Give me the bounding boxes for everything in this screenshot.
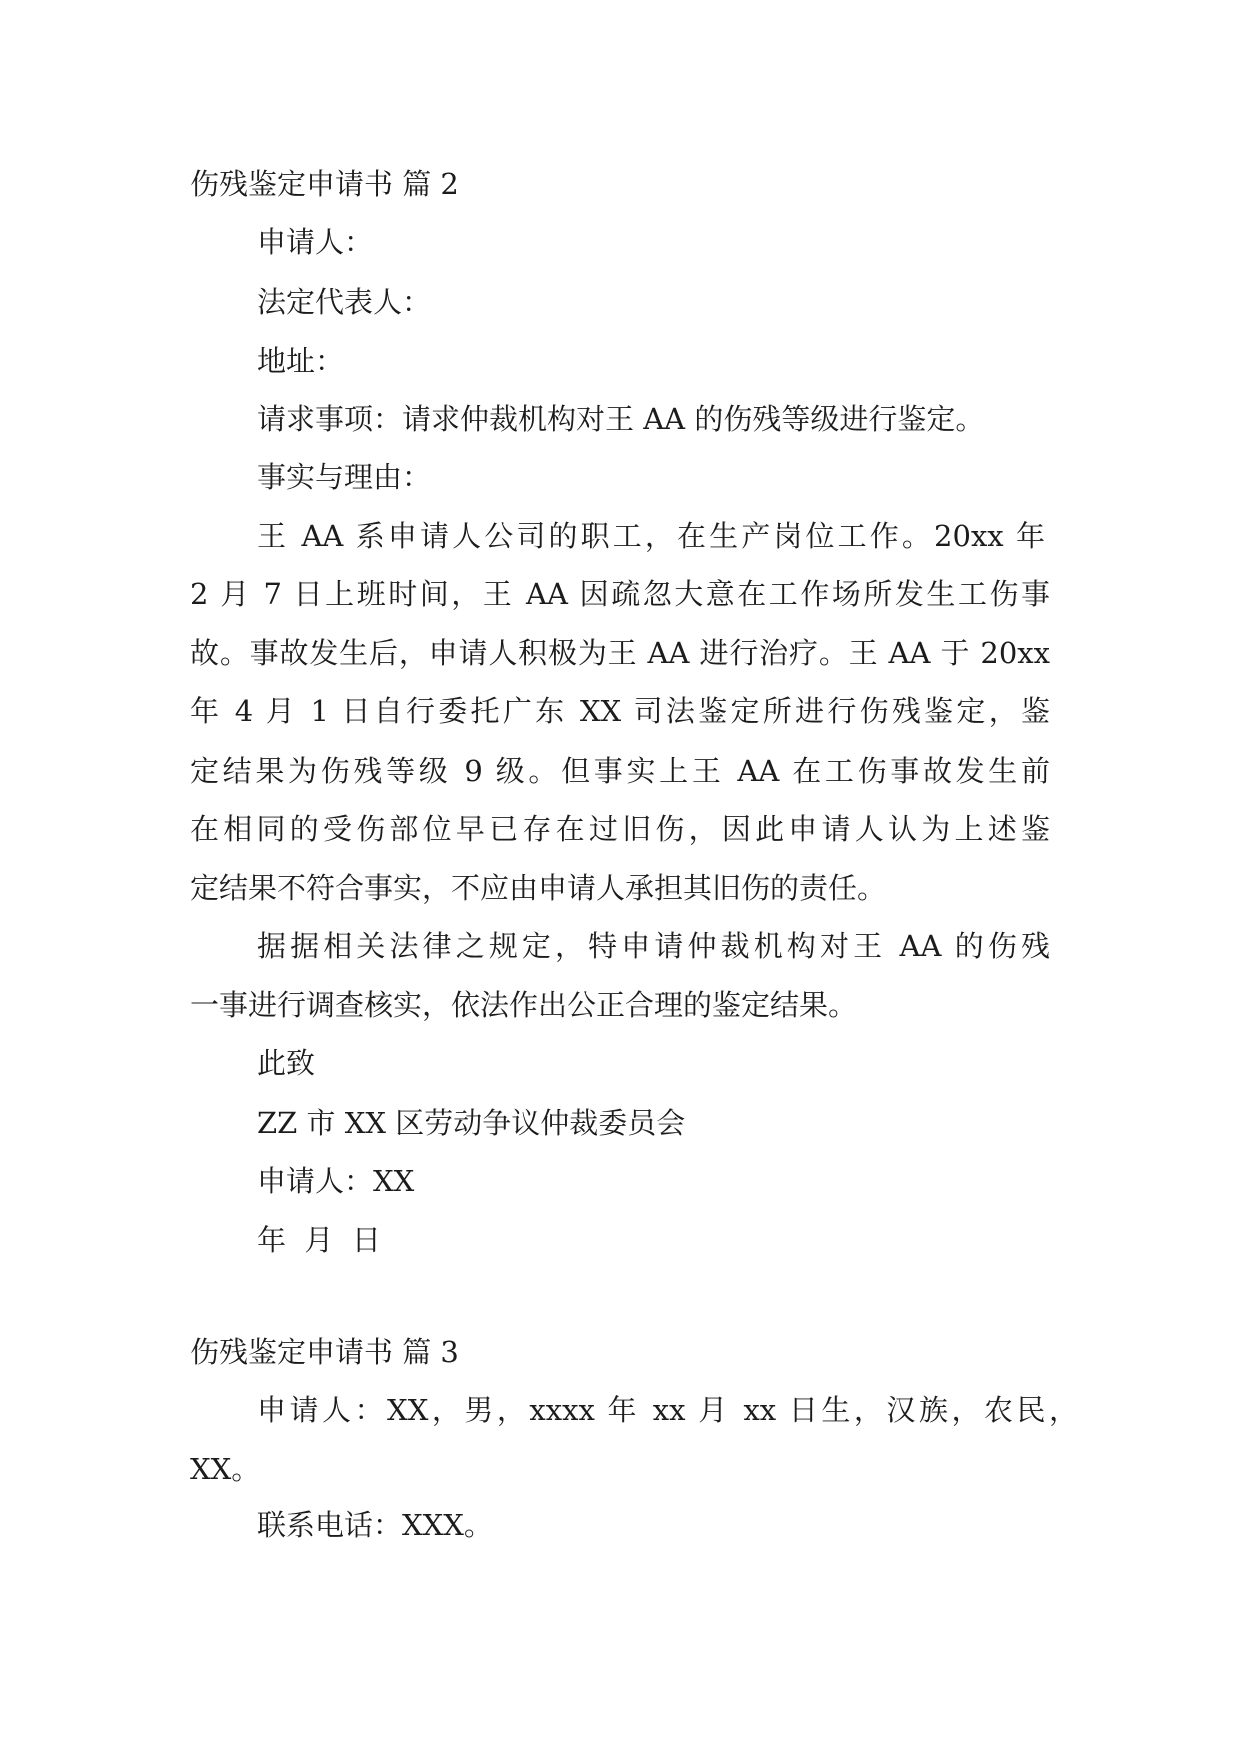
applicant-info-line: XX。 (190, 1452, 261, 1486)
applicant-info-line: 申请人：XX，男，xxxx 年 xx 月 xx 日生，汉族，农民， (257, 1393, 1078, 1427)
facts-line: 定结果为伤残等级 9 级。但事实上王 AA 在工伤事故发生前 (190, 754, 1050, 788)
signature-line: 申请人：XX (257, 1164, 415, 1198)
facts-line: 故。事故发生后，申请人积极为王 AA 进行治疗。王 AA 于 20xx (190, 636, 1050, 670)
salutation: 此致 (257, 1046, 316, 1080)
facts-line: 年 4 月 1 日自行委托广东 XX 司法鉴定所进行伤残鉴定，鉴 (190, 694, 1050, 728)
section-3-title: 伤残鉴定申请书 篇 3 (190, 1335, 459, 1369)
facts-line: 定结果不符合事实，不应由申请人承担其旧伤的责任。 (190, 871, 887, 905)
facts-line: 王 AA 系申请人公司的职工，在生产岗位工作。20xx 年 (257, 519, 1045, 553)
phone-line: 联系电话：XXX。 (257, 1508, 493, 1542)
facts-heading: 事实与理由： (257, 460, 432, 494)
address-label: 地址： (257, 344, 345, 378)
request-line: 请求事项：请求仲裁机构对王 AA 的伤残等级进行鉴定。 (257, 402, 985, 436)
section-2-title: 伤残鉴定申请书 篇 2 (190, 167, 459, 201)
basis-line: 据据相关法律之规定，特申请仲裁机构对王 AA 的伤残 (257, 929, 1050, 963)
date-line: 年 月 日 (257, 1223, 381, 1257)
recipient: ZZ 市 XX 区劳动争议仲裁委员会 (257, 1106, 686, 1140)
legal-representative-label: 法定代表人： (257, 285, 432, 319)
applicant-label: 申请人： (257, 225, 374, 259)
facts-line: 在相同的受伤部位早已存在过旧伤，因此申请人认为上述鉴 (190, 812, 1050, 846)
basis-line: 一事进行调查核实，依法作出公正合理的鉴定结果。 (190, 988, 858, 1022)
facts-line: 2 月 7 日上班时间，王 AA 因疏忽大意在工作场所发生工伤事 (190, 577, 1050, 611)
